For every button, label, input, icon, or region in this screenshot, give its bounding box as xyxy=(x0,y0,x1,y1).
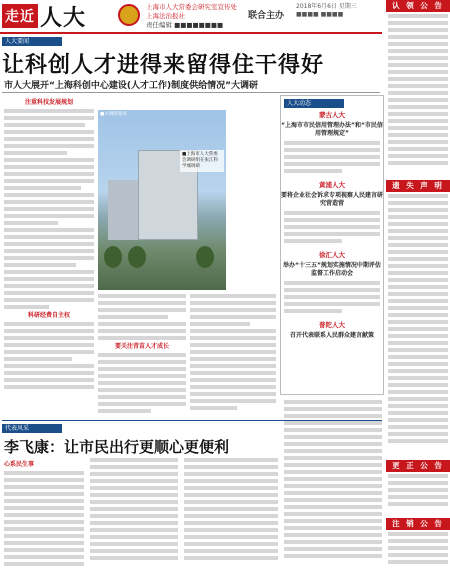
organizer-line-2: 上海法治报社 xyxy=(146,12,185,20)
notice-text xyxy=(388,194,448,456)
photo-building xyxy=(108,180,142,240)
photo-tree xyxy=(128,246,146,268)
news-brief-panel xyxy=(280,95,384,395)
editor-line: 责任编辑 ■■■■■■■■ xyxy=(146,21,224,29)
date-line-2: ■■■■ ■■■■ xyxy=(296,11,344,18)
page-headline: 让科创人才进得来留得住干得好 xyxy=(2,52,325,78)
divider xyxy=(2,92,380,93)
brief-heading: 蒙古人大 xyxy=(319,111,345,119)
column-subtitle-2: 科研经费自主权 xyxy=(27,312,70,319)
photo-side-caption: ■上海市人大常委会调研组在张江科学城调研 xyxy=(180,150,224,172)
national-emblem-icon xyxy=(118,4,140,26)
photo-tree xyxy=(104,246,122,268)
column-subtitle: 注重科技发展规划 xyxy=(24,99,73,106)
bottom-headline: 李飞康：让市民出行更顺心更便利 xyxy=(4,438,230,456)
joint-host-label: 联合主办 xyxy=(248,11,285,21)
notice-header: 更 正 公 告 xyxy=(386,460,450,472)
section-tag-news: 人大要闻 xyxy=(2,37,62,46)
article-column-1 xyxy=(4,96,94,431)
masthead-date xyxy=(296,3,357,19)
photo-caption: ■大调研现场 xyxy=(100,112,127,117)
section-tag-deputy: 代表风采 xyxy=(2,424,62,433)
brief-text xyxy=(281,138,383,178)
column-subtitle-3: 要关注青苗人才成长 xyxy=(114,343,169,350)
brief-heading: 黄浦人大 xyxy=(319,181,345,189)
bottom-column-1 xyxy=(4,458,84,570)
notice-text xyxy=(388,14,448,174)
notice-header: 认 领 公 告 xyxy=(386,0,450,12)
notice-header: 注 销 公 告 xyxy=(386,518,450,530)
masthead xyxy=(0,0,382,32)
photo-tree xyxy=(196,246,214,268)
news-photo xyxy=(98,110,226,290)
brief-title: “上海市市民信用管理办法”和“市民信用管理规定” xyxy=(281,122,383,137)
brief-text xyxy=(281,208,383,248)
bottom-column-4 xyxy=(284,400,382,570)
logo-box-text: 走近 xyxy=(2,4,38,28)
brief-heading: 普陀人大 xyxy=(319,321,345,329)
notice-sidebar xyxy=(386,0,450,573)
brief-title: 举办“十三五”规划实施情况中期评估监督工作启动会 xyxy=(283,262,381,277)
brief-heading: 徐汇人大 xyxy=(319,251,345,259)
section-tag-brief: 人大动态 xyxy=(284,99,344,108)
logo-title: 人大 xyxy=(40,4,87,31)
brief-title: 召开代表联系人民群众建言献策 xyxy=(289,332,374,339)
bottom-column-2 xyxy=(90,458,178,570)
article-column-3 xyxy=(190,294,276,431)
page-subheadline: 市人大展开“上海科创中心建设(人才工作)制度供给情况”大调研 xyxy=(4,81,259,91)
newspaper-logo xyxy=(2,2,86,30)
bottom-subtitle: 心系民生事 xyxy=(4,461,35,468)
notice-text xyxy=(388,532,448,572)
brief-title: 要将企业社会诉求专项视察人民建言研究营造营 xyxy=(281,192,384,207)
organizer-line-1: 上海市人大常委会研究室宣传处 xyxy=(146,3,237,11)
notice-header: 遗 失 声 明 xyxy=(386,180,450,192)
bottom-column-3 xyxy=(184,458,278,570)
brief-text xyxy=(281,278,383,318)
masthead-organizers xyxy=(146,3,237,30)
notice-text xyxy=(388,474,448,514)
date-line: 2018年6月6日 星期三 xyxy=(296,3,357,10)
masthead-divider xyxy=(0,32,382,34)
article-column-2 xyxy=(98,294,186,431)
